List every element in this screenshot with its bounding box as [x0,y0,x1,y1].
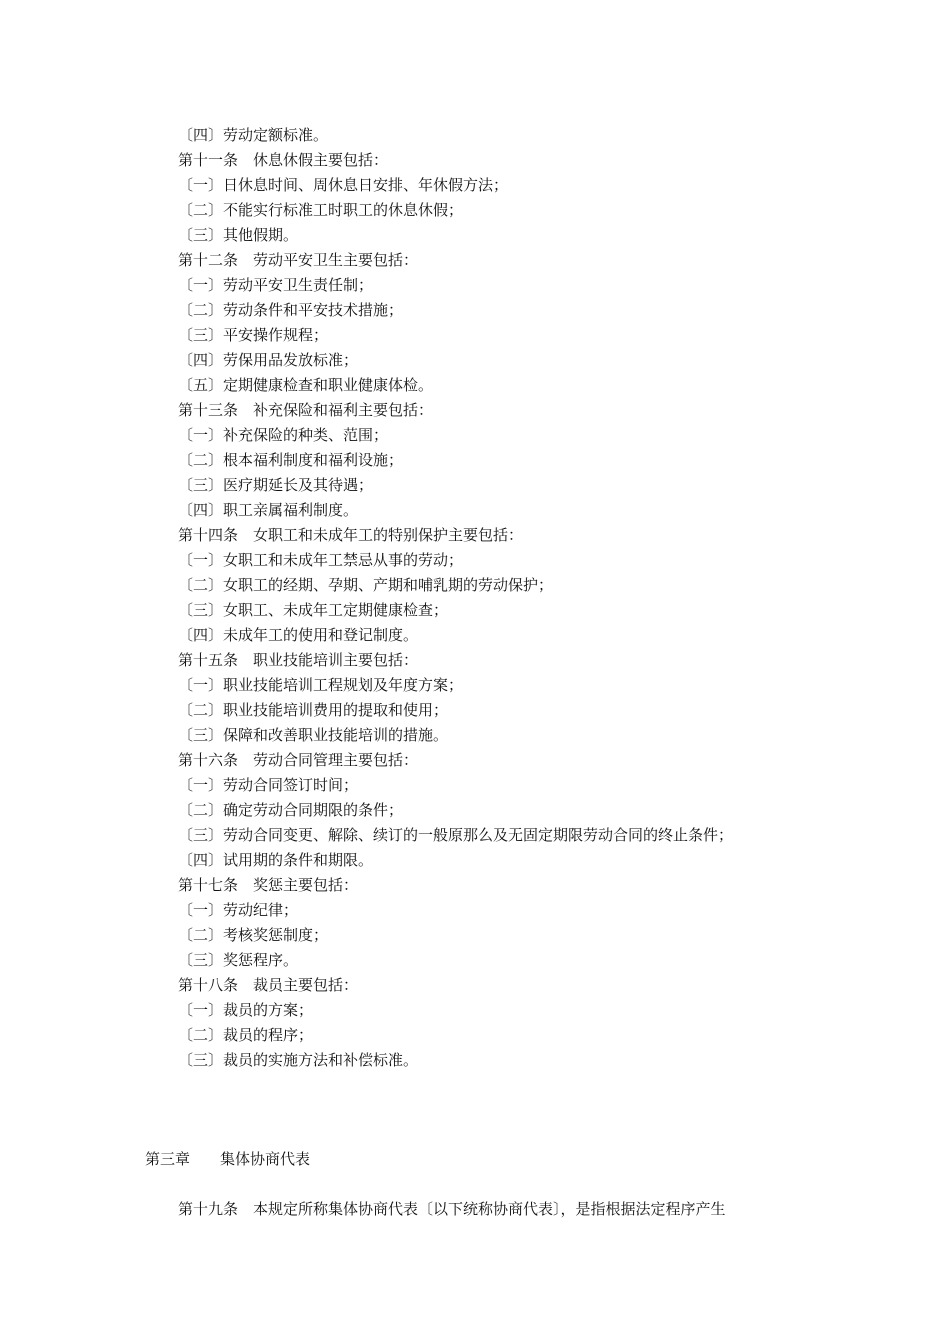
list-item: 〔一〕劳动合同签订时间； [178,776,359,794]
list-item: 〔一〕劳动平安卫生责任制； [178,276,374,294]
list-item: 〔三〕女职工、未成年工定期健康检查； [178,601,449,619]
article-heading: 第十一条 休息休假主要包括： [178,151,389,169]
list-item: 〔二〕女职工的经期、孕期、产期和哺乳期的劳动保护； [178,576,554,594]
list-item: 〔四〕职工亲属福利制度。 [178,501,359,519]
list-item: 〔四〕试用期的条件和期限。 [178,851,374,869]
article-heading: 第十三条 补充保险和福利主要包括： [178,401,434,419]
list-item: 〔三〕劳动合同变更、解除、续订的一般原那么及无固定期限劳动合同的终止条件； [178,826,734,844]
list-item: 〔三〕裁员的实施方法和补偿标准。 [178,1051,419,1069]
list-item: 〔二〕裁员的程序； [178,1026,314,1044]
list-item: 〔三〕奖惩程序。 [178,951,299,969]
list-item: 〔二〕不能实行标准工时职工的休息休假； [178,201,464,219]
list-item: 〔四〕未成年工的使用和登记制度。 [178,626,419,644]
list-item: 〔二〕确定劳动合同期限的条件； [178,801,404,819]
article-heading: 第十七条 奖惩主要包括： [178,876,359,894]
list-item: 〔五〕定期健康检查和职业健康体检。 [178,376,434,394]
article-heading: 第十二条 劳动平安卫生主要包括： [178,251,419,269]
chapter-heading: 第三章 集体协商代表 [145,1150,311,1168]
list-item: 〔一〕劳动纪律； [178,901,299,919]
list-item: 〔一〕女职工和未成年工禁忌从事的劳动； [178,551,464,569]
list-item: 〔一〕职业技能培训工程规划及年度方案； [178,676,464,694]
article-heading: 第十六条 劳动合同管理主要包括： [178,751,419,769]
list-item: 〔四〕劳动定额标准。 [178,126,329,144]
list-item: 〔一〕裁员的方案； [178,1001,314,1019]
list-item: 〔二〕职业技能培训费用的提取和使用； [178,701,449,719]
article-heading: 第十八条 裁员主要包括： [178,976,359,994]
list-item: 〔四〕劳保用品发放标准； [178,351,359,369]
article-heading: 第十四条 女职工和未成年工的特别保护主要包括： [178,526,524,544]
list-item: 〔二〕劳动条件和平安技术措施； [178,301,404,319]
list-item: 〔三〕平安操作规程； [178,326,329,344]
list-item: 〔三〕医疗期延长及其待遇； [178,476,374,494]
list-item: 〔二〕根本福利制度和福利设施； [178,451,404,469]
list-item: 〔一〕日休息时间、周休息日安排、年休假方法； [178,176,509,194]
list-item: 〔一〕补充保险的种类、范围； [178,426,389,444]
article-heading: 第十五条 职业技能培训主要包括： [178,651,419,669]
list-item: 〔三〕其他假期。 [178,226,299,244]
list-item: 〔二〕考核奖惩制度； [178,926,329,944]
article-paragraph: 第十九条 本规定所称集体协商代表〔以下统称协商代表〕，是指根据法定程序产生 [178,1200,726,1218]
list-item: 〔三〕保障和改善职业技能培训的措施。 [178,726,449,744]
clause-list [178,123,878,1073]
